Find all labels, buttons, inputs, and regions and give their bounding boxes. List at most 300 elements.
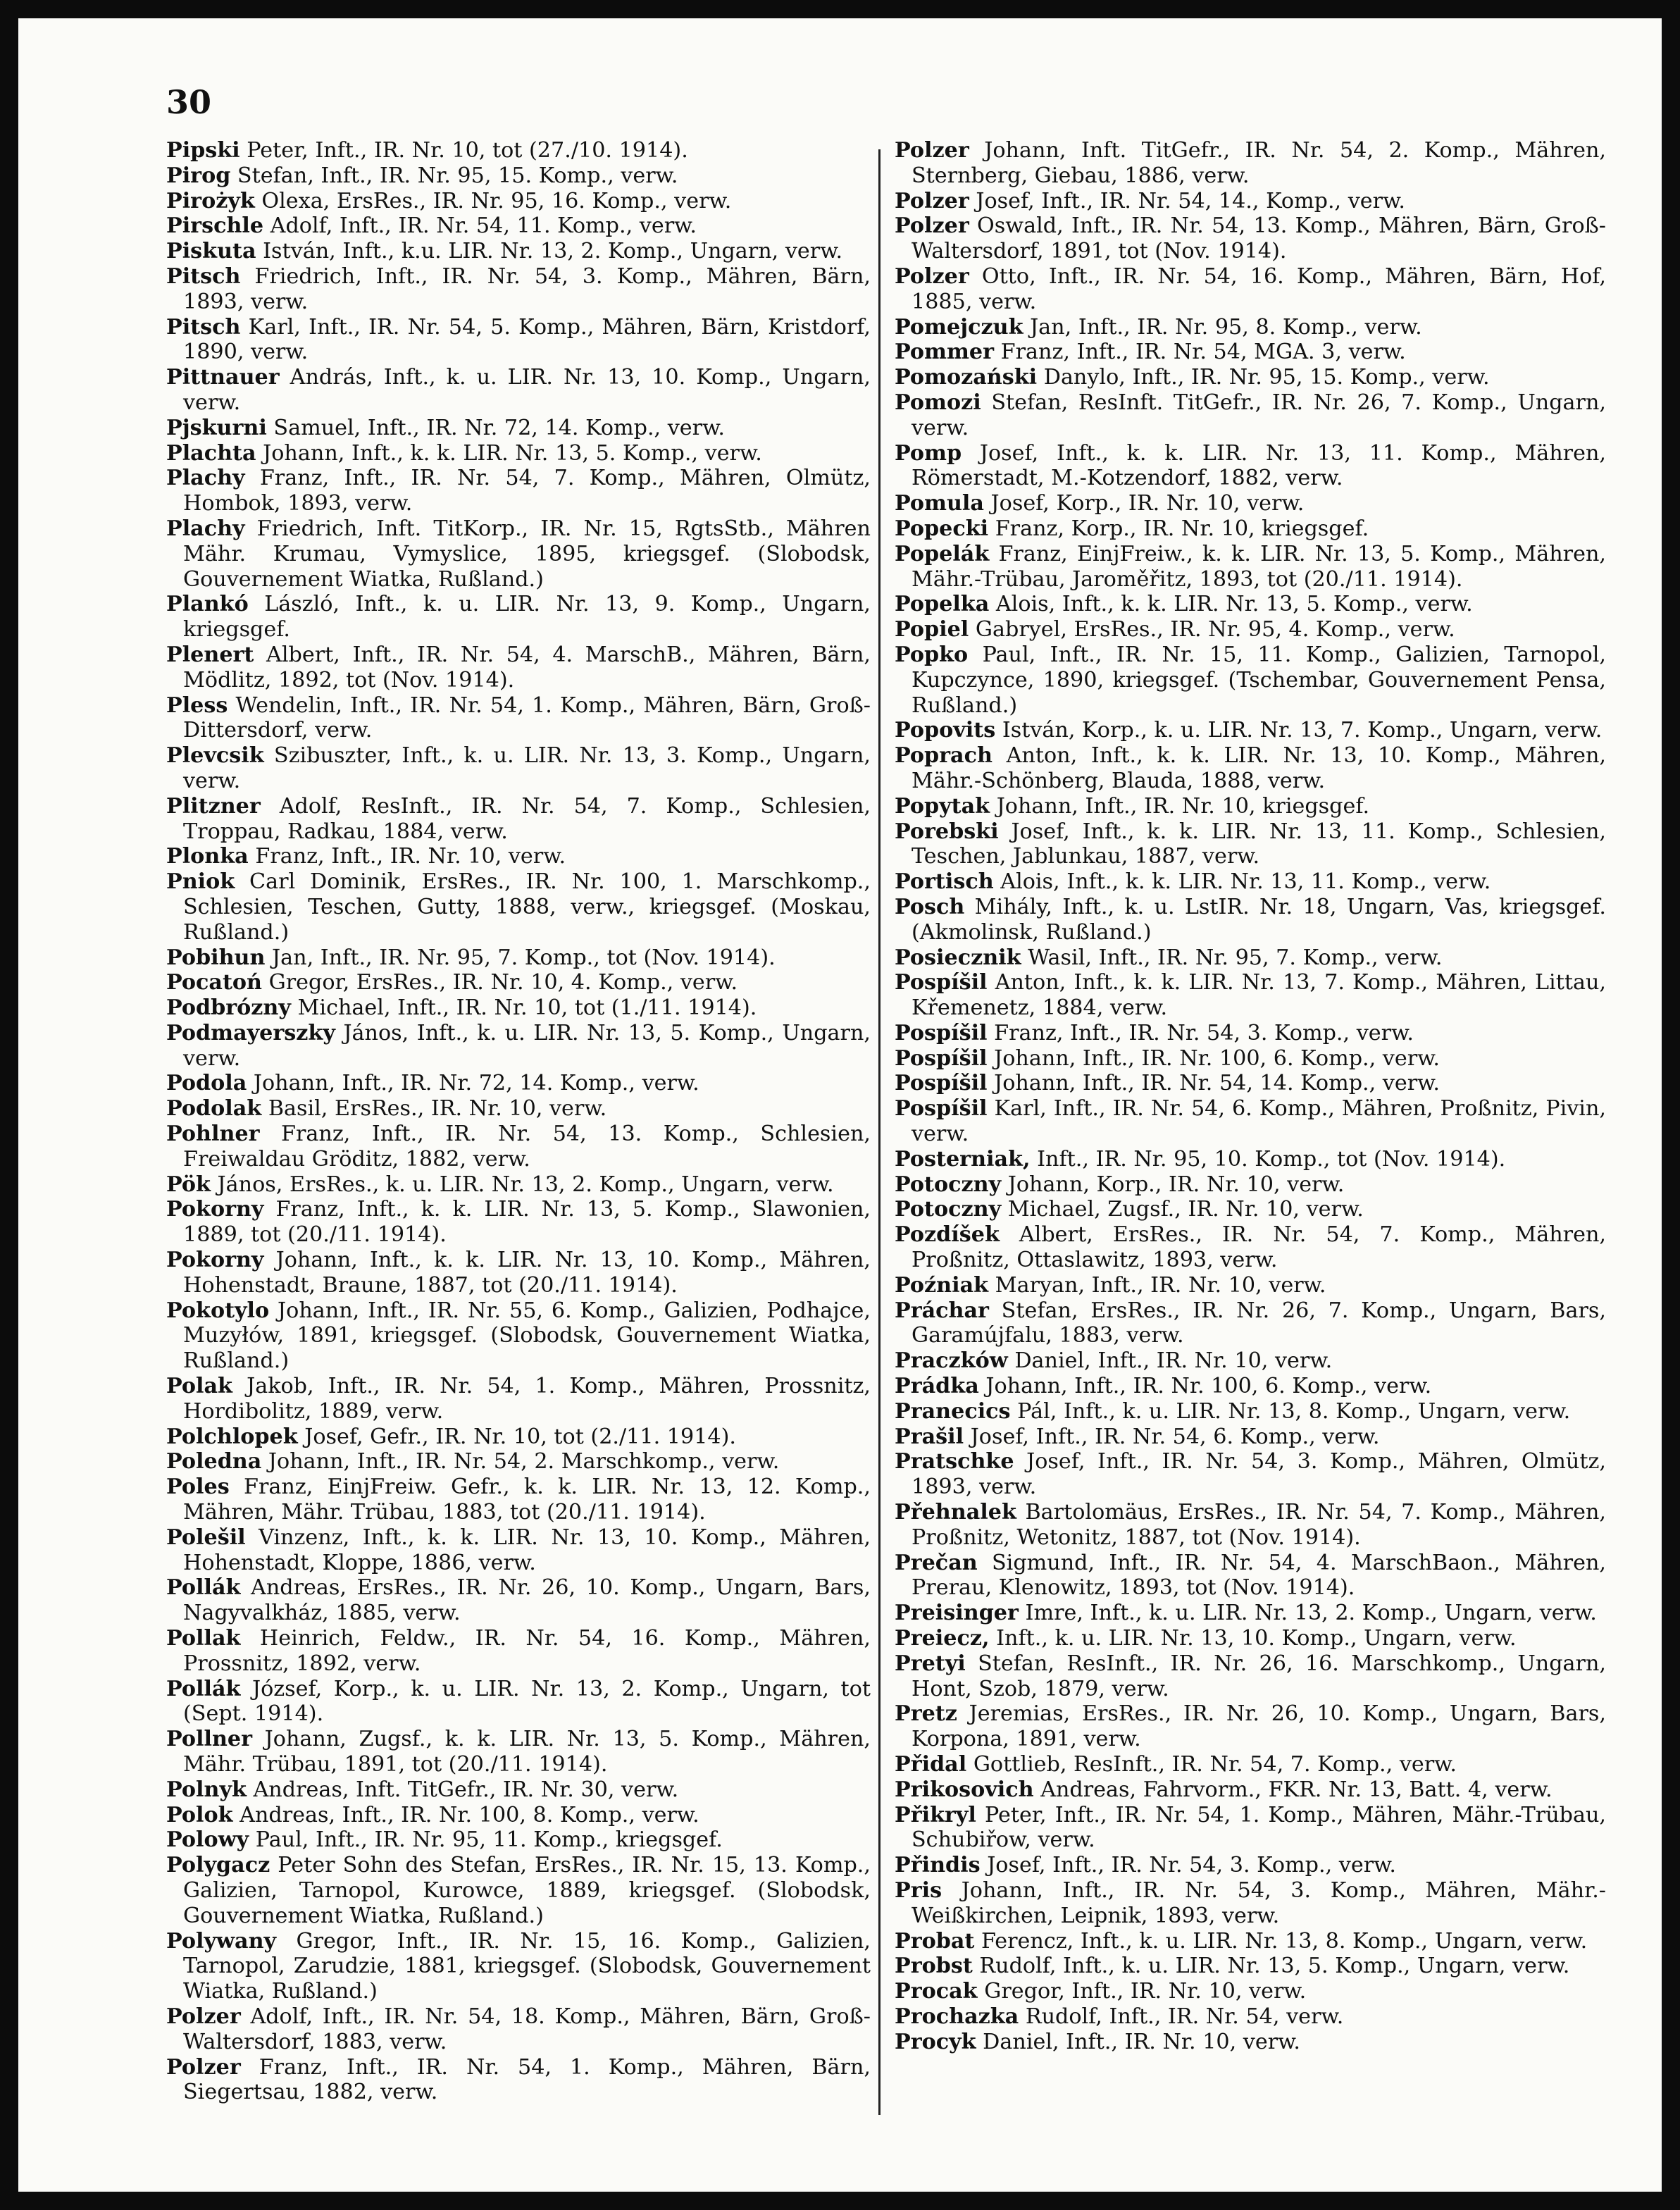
register-entry [895, 642, 1606, 718]
register-entry [166, 264, 871, 315]
entry-details: János, ErsRes., k. u. LIR. Nr. 13, 2. Komp., Ungarn, verw. [210, 1172, 834, 1197]
entry-details: Stefan, ErsRes., IR. Nr. 26, 7. Komp., Ungarn, Bars, Garamújfalu, 1883, verw. [911, 1298, 1606, 1348]
entry-details: Johann, Inft., IR. Nr. 55, 6. Komp., Galizien, Podhajce, Muzyłów, 1891, kriegsgef. (Slobodsk, Gouvernement Wiatka, Rußland.) [183, 1298, 871, 1374]
entry-surname: Pirożyk [166, 188, 255, 213]
entry-surname: Preiecz, [895, 1626, 990, 1651]
entry-details: Adolf, Inft., IR. Nr. 54, 18. Komp., Mähren, Bärn, Groß-Waltersdorf, 1883, verw. [183, 2004, 871, 2054]
entry-details: Franz, Inft., IR. Nr. 54, 1. Komp., Mähren, Bärn, Siegertsau, 1882, verw. [183, 2054, 871, 2105]
entry-details: Ferencz, Inft., k. u. LIR. Nr. 13, 8. Komp., Ungarn, verw. [974, 1928, 1588, 1954]
entry-surname: Porebski [895, 819, 999, 844]
entry-surname: Popiel [895, 617, 969, 642]
entry-details: Peter, Inft., IR. Nr. 54, 1. Komp., Mähren, Mähr.-Trübau, Schubiřow, verw. [911, 1802, 1606, 1853]
entry-details: Wasil, Inft., IR. Nr. 95, 7. Komp., verw. [1021, 945, 1443, 970]
entry-details: Gregor, Inft., IR. Nr. 10, verw. [977, 1979, 1307, 2004]
entry-details: János, Inft., k. u. LIR. Nr. 13, 5. Komp., Ungarn, verw. [183, 1020, 871, 1071]
register-entry [895, 516, 1606, 542]
register-entry [895, 718, 1606, 743]
entry-details: Michael, Zugsf., IR. Nr. 10, verw. [1001, 1197, 1364, 1222]
entry-surname: Plachy [166, 466, 245, 491]
register-entry [166, 189, 871, 214]
register-entry [895, 1979, 1606, 2004]
register-entry [895, 441, 1606, 492]
register-entry [166, 1475, 871, 1525]
entry-details: Rudolf, Inft., k. u. LIR. Nr. 13, 5. Komp., Ungarn, verw. [972, 1954, 1570, 1979]
register-entry [895, 1399, 1606, 1424]
entry-details: Josef, Inft., IR. Nr. 54, 14., Komp., verw. [969, 188, 1405, 213]
register-entry [166, 1777, 871, 1803]
entry-details: Franz, Inft., IR. Nr. 54, 3. Komp., verw. [987, 1020, 1414, 1045]
entry-surname: Plonka [166, 844, 249, 869]
entry-surname: Plachta [166, 440, 256, 466]
entry-details: Paul, Inft., IR. Nr. 95, 11. Komp., kriegsgef. [249, 1827, 723, 1853]
register-entry [166, 213, 871, 239]
entry-surname: Popelka [895, 592, 990, 617]
entry-surname: Plachy [166, 516, 245, 541]
entry-surname: Přikryl [895, 1802, 976, 1827]
entry-surname: Pirog [166, 163, 231, 188]
register-entry [895, 1601, 1606, 1626]
entry-details: Franz, Inft., IR. Nr. 54, MGA. 3, verw. [994, 340, 1406, 365]
entry-surname: Pirschle [166, 213, 264, 239]
entry-details: Stefan, Inft., IR. Nr. 95, 15. Komp., verw. [230, 163, 678, 188]
register-entry [895, 1752, 1606, 1777]
entry-details: Jan, Inft., IR. Nr. 95, 7. Komp., tot (Nov. 1914). [265, 945, 776, 970]
entry-surname: Posterniak, [895, 1146, 1031, 1172]
entry-details: Sigmund, Inft., IR. Nr. 54, 4. MarschBaon., Mähren, Prerau, Klenowitz, 1893, tot (Nov. 1914). [911, 1550, 1606, 1601]
register-entry [895, 1021, 1606, 1046]
entry-details: Johann, Inft., k. k. LIR. Nr. 13, 5. Komp., verw. [256, 440, 762, 466]
entry-surname: Pozdíšek [895, 1222, 1000, 1248]
entry-surname: Pomozi [895, 390, 981, 415]
entry-surname: Polešil [166, 1525, 246, 1550]
entry-details: Karl, Inft., IR. Nr. 54, 6. Komp., Mähren, Proßnitz, Pivin, verw. [911, 1096, 1606, 1147]
register-entry [166, 1424, 871, 1450]
entry-details: Peter Sohn des Stefan, ErsRes., IR. Nr. 15, 13. Komp., Galizien, Tarnopol, Kurowce, 1889, kriegsgef. (Slobodsk, Gouvernement Wiatka, Rußland.) [183, 1853, 871, 1928]
register-entry [895, 970, 1606, 1021]
entry-surname: Pospíšil [895, 1045, 988, 1071]
register-entry [895, 2030, 1606, 2055]
entry-details: Inft., k. u. LIR. Nr. 13, 10. Komp., Ungarn, verw. [989, 1626, 1517, 1651]
entry-details: Franz, Inft., IR. Nr. 10, verw. [248, 844, 566, 869]
register-entry [166, 1626, 871, 1677]
register-entry [895, 617, 1606, 642]
entry-details: Michael, Inft., IR. Nr. 10, tot (1./11. 1914). [290, 995, 757, 1021]
register-entry [895, 340, 1606, 365]
register-entry [895, 1954, 1606, 1979]
register-entry [895, 1348, 1606, 1374]
entry-surname: Pitsch [166, 263, 241, 289]
entry-details: Rudolf, Inft., IR. Nr. 54, verw. [1019, 2004, 1344, 2029]
register-entry [895, 592, 1606, 617]
entry-details: Franz, Inft., IR. Nr. 54, 7. Komp., Mähren, Olmütz, Hombok, 1893, verw. [183, 466, 871, 516]
entry-surname: Podola [166, 1071, 247, 1096]
entry-surname: Popelák [895, 541, 990, 566]
register-entry [166, 1525, 871, 1576]
entry-surname: Pratschke [895, 1449, 1014, 1475]
entry-surname: Prádka [895, 1374, 979, 1399]
register-entry [895, 1424, 1606, 1450]
register-entry [895, 1172, 1606, 1198]
entry-details: Alois, Inft., k. k. LIR. Nr. 13, 11. Komp., verw. [993, 869, 1491, 895]
entry-surname: Portisch [895, 869, 994, 895]
entry-details: Albert, Inft., IR. Nr. 54, 4. MarschB., Mähren, Bärn, Mödlitz, 1892, tot (Nov. 1914). [183, 642, 871, 693]
entry-surname: Pospíšil [895, 1096, 988, 1122]
entry-surname: Polygacz [166, 1853, 270, 1878]
entry-surname: Přindis [895, 1853, 981, 1878]
register-entry [166, 441, 871, 466]
entry-details: András, Inft., k. u. LIR. Nr. 13, 10. Komp., Ungarn, verw. [183, 365, 871, 415]
entry-surname: Pospíšil [895, 1071, 988, 1096]
entry-details: Adolf, ResInft., IR. Nr. 54, 7. Komp., Schlesien, Troppau, Radkau, 1884, verw. [183, 793, 871, 844]
register-entry [166, 163, 871, 189]
entry-surname: Prašil [895, 1424, 964, 1449]
entry-surname: Přidal [895, 1752, 967, 1777]
entry-surname: Pocatoń [166, 970, 262, 995]
entry-details: Paul, Inft., IR. Nr. 15, 11. Komp., Galizien, Tarnopol, Kupczynce, 1890, kriegsgef. (Tschembar, Gouvernement Pensa, Rußland.) [911, 642, 1606, 718]
entry-details: Josef, Inft., IR. Nr. 54, 3. Komp., verw. [980, 1853, 1396, 1878]
register-entry [895, 390, 1606, 441]
entry-surname: Polywany [166, 1928, 277, 1954]
entry-details: Anton, Inft., k. k. LIR. Nr. 13, 7. Komp., Mähren, Littau, Křemenetz, 1884, verw. [911, 970, 1606, 1021]
register-entry [895, 2004, 1606, 2030]
entry-details: Stefan, ResInft., IR. Nr. 26, 16. Marschkomp., Ungarn, Hont, Szob, 1879, verw. [911, 1651, 1606, 1701]
entry-details: Johann, Inft., IR. Nr. 54, 2. Marschkomp., verw. [261, 1449, 780, 1475]
entry-surname: Pomozański [895, 365, 1038, 390]
entry-surname: Popytak [895, 793, 990, 819]
register-entry [166, 1122, 871, 1172]
entry-details: Johann, Inft., IR. Nr. 100, 6. Komp., verw. [987, 1045, 1440, 1071]
entry-surname: Piskuta [166, 239, 256, 264]
register-entry [166, 693, 871, 744]
entry-details: Friedrich, Inft., IR. Nr. 54, 3. Komp., Mähren, Bärn, 1893, verw. [183, 263, 871, 314]
register-entry [166, 970, 871, 995]
page-number: 30 [166, 83, 212, 121]
entry-details: Gregor, ErsRes., IR. Nr. 10, 4. Komp., verw. [262, 970, 738, 995]
entry-surname: Pniok [166, 869, 235, 895]
entry-details: Gregor, Inft., IR. Nr. 15, 16. Komp., Galizien, Tarnopol, Zarudzie, 1881, kriegsgef. (Slobodsk, Gouvernement Wiatka, Rußland.) [183, 1928, 871, 2004]
entry-surname: Polzer [895, 213, 969, 239]
entry-surname: Pospíšil [895, 1020, 988, 1045]
entry-details: Andreas, Inft., IR. Nr. 100, 8. Komp., verw. [232, 1802, 699, 1827]
register-entry [895, 1222, 1606, 1273]
entry-surname: Polchlopek [166, 1424, 298, 1449]
entry-details: Johann, Inft. TitGefr., IR. Nr. 54, 2. Komp., Mähren, Sternberg, Giebau, 1886, verw. [911, 138, 1606, 188]
register-entry [895, 1449, 1606, 1500]
register-entry [895, 1929, 1606, 1954]
entry-surname: Popko [895, 642, 969, 667]
entry-surname: Polzer [895, 138, 969, 163]
register-entry [166, 1096, 871, 1122]
entry-details: Andreas, ErsRes., IR. Nr. 26, 10. Komp., Ungarn, Bars, Nagyvalkház, 1885, verw. [183, 1575, 871, 1626]
entry-surname: Pohlner [166, 1122, 260, 1147]
entry-details: Daniel, Inft., IR. Nr. 10, verw. [976, 2029, 1301, 2054]
entry-details: Friedrich, Inft. TitKorp., IR. Nr. 15, RgtsStb., Mähren Mähr. Krumau, Vymyslice, 1895, kriegsgef. (Slobodsk, Gouvernement Wiatka, Rußland.) [183, 516, 871, 592]
register-entry [166, 794, 871, 845]
register-entry [166, 516, 871, 592]
register-entry [895, 365, 1606, 390]
entry-surname: Pokorny [166, 1197, 264, 1222]
entry-details: Imre, Inft., k. u. LIR. Nr. 13, 2. Komp., Ungarn, verw. [1018, 1601, 1597, 1626]
entry-surname: Práchar [895, 1298, 989, 1323]
entry-details: István, Korp., k. u. LIR. Nr. 13, 7. Komp., Ungarn, verw. [995, 718, 1603, 743]
register-entry [895, 1701, 1606, 1752]
entry-surname: Polzer [166, 2054, 241, 2080]
register-entry [166, 365, 871, 416]
register-entry [895, 1500, 1606, 1551]
entry-surname: Pomp [895, 440, 962, 466]
entry-surname: Podolak [166, 1096, 262, 1122]
entry-details: Josef, Inft., k. k. LIR. Nr. 13, 11. Komp., Schlesien, Teschen, Jablunkau, 1887, verw. [911, 819, 1606, 869]
entry-details: Jeremias, ErsRes., IR. Nr. 26, 10. Komp., Ungarn, Bars, Korpona, 1891, verw. [911, 1701, 1606, 1752]
register-entry [166, 315, 871, 366]
register-entry [895, 1878, 1606, 1929]
entry-details: Albert, ErsRes., IR. Nr. 54, 7. Komp., Mähren, Proßnitz, Ottaslawitz, 1893, verw. [911, 1222, 1606, 1273]
entry-surname: Polzer [166, 2004, 241, 2029]
entry-surname: Procak [895, 1979, 978, 2004]
entry-details: Josef, Korp., IR. Nr. 10, verw. [983, 491, 1305, 516]
entry-surname: Prikosovich [895, 1777, 1034, 1802]
register-entry [166, 1449, 871, 1475]
entry-surname: Poles [166, 1475, 230, 1500]
register-entry [166, 743, 871, 794]
entry-details: Johann, Inft., IR. Nr. 54, 3. Komp., Mähren, Mähr.-Weißkirchen, Leipnik, 1893, verw. [911, 1877, 1606, 1928]
entry-surname: Plitzner [166, 793, 261, 819]
register-entry [895, 1298, 1606, 1349]
entry-details: Gottlieb, ResInft., IR. Nr. 54, 7. Komp., verw. [966, 1752, 1457, 1777]
entry-surname: Preisinger [895, 1601, 1019, 1626]
entry-details: Franz, EinjFreiw., k. k. LIR. Nr. 13, 5. Komp., Mähren, Mähr.-Trübau, Jaroměřitz, 1893, tot (20./11. 1914). [911, 541, 1606, 592]
entry-surname: Polzer [895, 263, 969, 289]
entry-details: Basil, ErsRes., IR. Nr. 10, verw. [261, 1096, 607, 1122]
entry-details: Inft., IR. Nr. 95, 10. Komp., tot (Nov. 1914). [1030, 1146, 1506, 1172]
entry-details: Peter, Inft., IR. Nr. 10, tot (27./10. 1914). [239, 138, 688, 163]
entry-details: Johann, Inft., IR. Nr. 72, 14. Komp., verw. [247, 1071, 699, 1096]
entry-surname: Pretyi [895, 1651, 966, 1676]
entry-surname: Pollak [166, 1626, 241, 1651]
entry-details: Alois, Inft., k. k. LIR. Nr. 13, 5. Komp., verw. [989, 592, 1473, 617]
register-entry [895, 1651, 1606, 1702]
entry-surname: Pobihun [166, 945, 266, 970]
entry-surname: Pollák [166, 1676, 241, 1701]
entry-surname: Pollák [166, 1575, 241, 1601]
register-entry [895, 1374, 1606, 1399]
entry-details: Otto, Inft., IR. Nr. 54, 16. Komp., Mähren, Bärn, Hof, 1885, verw. [911, 263, 1606, 314]
register-entry [895, 945, 1606, 971]
register-entry [895, 1273, 1606, 1298]
entry-surname: Pokorny [166, 1248, 264, 1273]
register-entry [166, 1374, 871, 1424]
register-entry [895, 189, 1606, 214]
entry-details: Josef, Inft., IR. Nr. 54, 6. Komp., verw. [964, 1424, 1380, 1449]
entry-surname: Polak [166, 1374, 232, 1399]
register-entry [895, 794, 1606, 819]
entry-surname: Plevcsik [166, 743, 264, 769]
entry-surname: Podmayerszky [166, 1020, 335, 1045]
entry-details: Danylo, Inft., IR. Nr. 95, 15. Komp., verw. [1037, 365, 1490, 390]
register-entry [166, 1853, 871, 1928]
entry-surname: Přehnalek [895, 1500, 1016, 1525]
register-entry [166, 869, 871, 945]
entry-details: Jan, Inft., IR. Nr. 95, 8. Komp., verw. [1023, 314, 1422, 340]
entry-surname: Prečan [895, 1550, 978, 1575]
entry-surname: Probst [895, 1954, 973, 1979]
register-entry [895, 315, 1606, 340]
entry-details: Josef, Inft., k. k. LIR. Nr. 13, 11. Komp., Mähren, Römerstadt, M.-Kotzendorf, 1882, verw. [911, 440, 1606, 491]
entry-details: Johann, Korp., IR. Nr. 10, verw. [1001, 1172, 1345, 1197]
entry-surname: Pjskurni [166, 415, 267, 440]
entry-surname: Pranecics [895, 1398, 1011, 1424]
entry-surname: Pittnauer [166, 365, 280, 390]
register-entry [166, 239, 871, 264]
column-divider [878, 149, 881, 2115]
entry-surname: Polzer [895, 188, 969, 213]
entry-details: Vinzenz, Inft., k. k. LIR. Nr. 13, 10. Komp., Mähren, Hohenstadt, Kloppe, 1886, verw. [183, 1525, 871, 1575]
entry-surname: Pokotylo [166, 1298, 270, 1323]
entry-surname: Popecki [895, 516, 989, 541]
register-entry [895, 1096, 1606, 1147]
entry-details: Franz, Inft., k. k. LIR. Nr. 13, 5. Komp., Slawonien, 1889, tot (20./11. 1914). [183, 1197, 871, 1248]
register-entry [895, 1046, 1606, 1072]
entry-details: Johann, Inft., IR. Nr. 100, 6. Komp., verw. [978, 1374, 1432, 1399]
entry-surname: Potoczny [895, 1197, 1002, 1222]
entry-details: Bartolomäus, ErsRes., IR. Nr. 54, 7. Komp., Mähren, Proßnitz, Wetonitz, 1887, tot (Nov. 1914). [911, 1500, 1606, 1550]
entry-details: Maryan, Inft., IR. Nr. 10, verw. [988, 1272, 1326, 1298]
register-entry [895, 1071, 1606, 1096]
entry-surname: Potoczny [895, 1172, 1002, 1197]
register-entry [166, 1803, 871, 1828]
entry-surname: Popovits [895, 718, 996, 743]
entry-details: Stefan, ResInft. TitGefr., IR. Nr. 26, 7. Komp., Ungarn, verw. [911, 390, 1606, 440]
entry-surname: Poprach [895, 743, 993, 769]
register-entry [895, 542, 1606, 592]
entry-surname: Plenert [166, 642, 254, 667]
register-entry [166, 466, 871, 516]
entry-details: Josef, Gefr., IR. Nr. 10, tot (2./11. 1914). [297, 1424, 736, 1449]
register-entry [166, 1298, 871, 1374]
entry-surname: Pommer [895, 340, 995, 365]
register-entry [895, 895, 1606, 945]
register-entry [895, 264, 1606, 315]
register-entry [895, 869, 1606, 895]
entry-details: Anton, Inft., k. k. LIR. Nr. 13, 10. Komp., Mähren, Mähr.-Schönberg, Blauda, 1888, verw. [911, 743, 1606, 793]
entry-details: László, Inft., k. u. LIR. Nr. 13, 9. Komp., Ungarn, kriegsgef. [183, 592, 871, 642]
entry-details: Johann, Zugsf., k. k. LIR. Nr. 13, 5. Komp., Mähren, Mähr. Trübau, 1891, tot (20./11. 1914). [183, 1727, 871, 1777]
entry-details: Oswald, Inft., IR. Nr. 54, 13. Komp., Mähren, Bärn, Groß-Waltersdorf, 1891, tot (Nov. 1914). [911, 213, 1606, 264]
register-entry [895, 1803, 1606, 1854]
register-entry [166, 1677, 871, 1727]
register-entry [166, 1197, 871, 1248]
entry-details: Mihály, Inft., k. u. LstIR. Nr. 18, Ungarn, Vas, kriegsgef. (Akmolinsk, Rußland.) [911, 894, 1606, 945]
entry-surname: Pollner [166, 1727, 253, 1752]
entry-details: Szibuszter, Inft., k. u. LIR. Nr. 13, 3. Komp., Ungarn, verw. [183, 743, 871, 793]
entry-surname: Pris [895, 1877, 942, 1903]
register-entry [895, 1853, 1606, 1878]
register-entry [166, 1727, 871, 1777]
register-entry [166, 1021, 871, 1072]
entry-details: Josef, Inft., IR. Nr. 54, 3. Komp., Mähren, Olmütz, 1893, verw. [911, 1449, 1606, 1500]
entry-details: Adolf, Inft., IR. Nr. 54, 11. Komp., verw. [263, 213, 697, 239]
entry-surname: Polok [166, 1802, 233, 1827]
register-entry [166, 945, 871, 971]
entry-surname: Prochazka [895, 2004, 1019, 2029]
entry-surname: Poledna [166, 1449, 262, 1475]
entry-surname: Polnyk [166, 1777, 247, 1802]
entry-details: Carl Dominik, ErsRes., IR. Nr. 100, 1. Marschkomp., Schlesien, Teschen, Gutty, 1888, verw., kriegsgef. (Moskau, Rußland.) [183, 869, 871, 945]
register-entry [166, 592, 871, 642]
entry-details: István, Inft., k.u. LIR. Nr. 13, 2. Komp., Ungarn, verw. [256, 239, 843, 264]
entry-surname: Praczków [895, 1348, 1008, 1374]
entry-details: Franz, Inft., IR. Nr. 54, 13. Komp., Schlesien, Freiwaldau Gröditz, 1882, verw. [183, 1122, 871, 1172]
register-entry [166, 642, 871, 693]
entry-details: Franz, EinjFreiw. Gefr., k. k. LIR. Nr. 13, 12. Komp., Mähren, Mähr. Trübau, 1883, tot (20./11. 1914). [183, 1475, 871, 1525]
register-entry [895, 1197, 1606, 1222]
entry-surname: Pök [166, 1172, 211, 1197]
register-entry [166, 1172, 871, 1198]
register-entry [895, 1777, 1606, 1803]
left-column [166, 138, 871, 2105]
register-entry [166, 1827, 871, 1853]
entry-surname: Poźniak [895, 1272, 989, 1298]
register-entry [895, 1147, 1606, 1172]
register-entry [895, 213, 1606, 264]
entry-details: Johann, Inft., IR. Nr. 54, 14. Komp., verw. [987, 1071, 1440, 1096]
entry-surname: Pospíšil [895, 970, 988, 995]
entry-details: Daniel, Inft., IR. Nr. 10, verw. [1007, 1348, 1333, 1374]
entry-surname: Pomula [895, 491, 984, 516]
entry-details: József, Korp., k. u. LIR. Nr. 13, 2. Komp., Ungarn, tot (Sept. 1914). [183, 1676, 871, 1727]
entry-surname: Procyk [895, 2029, 976, 2054]
entry-details: Johann, Inft., IR. Nr. 10, kriegsgef. [990, 793, 1370, 819]
entry-details: Andreas, Fahrvorm., FKR. Nr. 13, Batt. 4, verw. [1033, 1777, 1553, 1802]
entry-details: Samuel, Inft., IR. Nr. 72, 14. Komp., verw. [266, 415, 725, 440]
register-entry [895, 491, 1606, 516]
register-entry [895, 1551, 1606, 1601]
entry-surname: Posch [895, 894, 965, 919]
entry-details: Johann, Inft., k. k. LIR. Nr. 13, 10. Komp., Mähren, Hohenstadt, Braune, 1887, tot (20./11. 1914). [183, 1248, 871, 1298]
register-entry [166, 995, 871, 1021]
register-entry [895, 1626, 1606, 1651]
entry-surname: Pipski [166, 138, 240, 163]
entry-surname: Pitsch [166, 314, 241, 340]
register-entry [166, 1575, 871, 1626]
entry-details: Karl, Inft., IR. Nr. 54, 5. Komp., Mähren, Bärn, Kristdorf, 1890, verw. [183, 314, 871, 365]
register-entry [166, 138, 871, 163]
register-entry [166, 1071, 871, 1096]
entry-surname: Pomejczuk [895, 314, 1023, 340]
register-entry [895, 819, 1606, 870]
entry-details: Heinrich, Feldw., IR. Nr. 54, 16. Komp., Mähren, Prossnitz, 1892, verw. [183, 1626, 871, 1676]
register-entry [166, 2004, 871, 2055]
entry-surname: Probat [895, 1928, 975, 1954]
register-entry [166, 416, 871, 441]
entry-details: Pál, Inft., k. u. LIR. Nr. 13, 8. Komp., Ungarn, verw. [1010, 1398, 1571, 1424]
entry-surname: Plankó [166, 592, 249, 617]
right-column [895, 138, 1606, 2055]
register-entry [895, 743, 1606, 794]
entry-surname: Polowy [166, 1827, 249, 1853]
register-entry [166, 2055, 871, 2106]
entry-details: Wendelin, Inft., IR. Nr. 54, 1. Komp., Mähren, Bärn, Groß-Dittersdorf, verw. [183, 693, 871, 743]
entry-details: Gabryel, ErsRes., IR. Nr. 95, 4. Komp., verw. [969, 617, 1455, 642]
entry-details: Franz, Korp., IR. Nr. 10, kriegsgef. [988, 516, 1369, 541]
entry-surname: Podbrózny [166, 995, 291, 1021]
register-entry [166, 844, 871, 869]
entry-details: Jakob, Inft., IR. Nr. 54, 1. Komp., Mähren, Prossnitz, Hordibolitz, 1889, verw. [183, 1374, 871, 1424]
register-entry [166, 1929, 871, 2004]
entry-surname: Pretz [895, 1701, 957, 1727]
entry-details: Andreas, Inft. TitGefr., IR. Nr. 30, verw. [246, 1777, 679, 1802]
register-entry [895, 138, 1606, 189]
